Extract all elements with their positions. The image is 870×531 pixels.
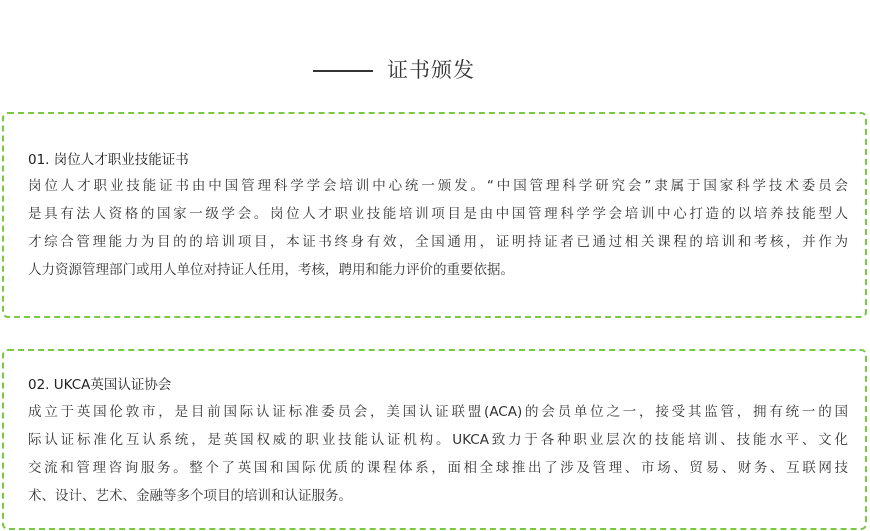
description-line: 际认证标准化互认系统，是英国权威的职业技能认证机构。UKCA致力于各种职业层次的技能培训、技能水平、文化 <box>28 432 848 448</box>
certificate-card-job-skills <box>2 112 867 318</box>
description-line: 成立于英国伦敦市，是目前国际认证标准委员会，美国认证联盟(ACA)的会员单位之一，接受其监管，拥有统一的国 <box>28 404 848 420</box>
header-decorative-line <box>313 70 373 72</box>
description-line: 岗位人才职业技能证书由中国管理科学学会培训中心统一颁发。“中国管理科学研究会”隶属于国家科学技术委员会 <box>28 178 848 194</box>
card-title: 01. 岗位人才职业技能证书 <box>28 152 189 168</box>
section-header <box>0 52 870 88</box>
card-description <box>28 398 848 510</box>
section-title: 证书颁发 <box>387 58 475 82</box>
card-description <box>28 172 848 284</box>
description-line: 人力资源管理部门或用人单位对持证人任用，考核，聘用和能力评价的重要依据。 <box>28 262 514 278</box>
description-line: 术、设计、艺术、金融等多个项目的培训和认证服务。 <box>28 488 352 504</box>
description-line: 才综合管理能力为目的的培训项目，本证书终身有效，全国通用，证明持证者已通过相关课程的培训和考核，并作为 <box>28 234 848 250</box>
description-line: 是具有法人资格的国家一级学会。岗位人才职业技能培训项目是由中国管理科学学会培训中心打造的以培养技能型人 <box>28 206 848 222</box>
description-line: 交流和管理咨询服务。整个了英国和国际优质的课程体系，面相全球推出了涉及管理、市场、贸易、财务、互联网技 <box>28 460 848 476</box>
card-title: 02. UKCA英国认证协会 <box>28 377 172 393</box>
certificate-card-ukca <box>2 349 867 530</box>
